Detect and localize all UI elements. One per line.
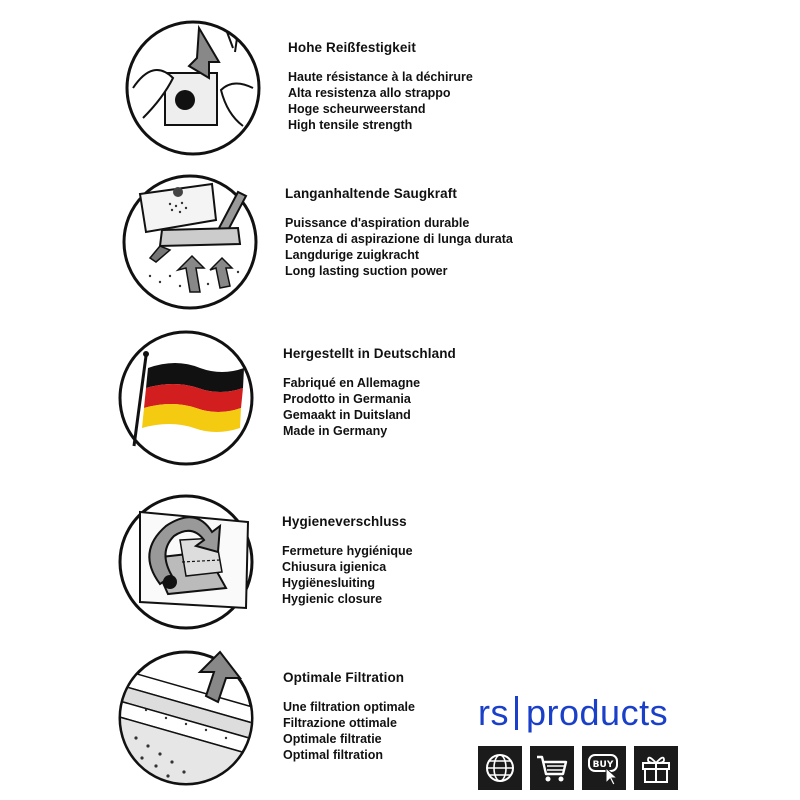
feature-title: Hohe Reißfestigkeit <box>288 40 416 55</box>
globe-icon[interactable] <box>478 746 522 790</box>
feature-line-fr: Fabriqué en Allemagne <box>283 376 421 390</box>
logo-divider <box>515 696 518 730</box>
feature-tear-resistance <box>0 18 800 168</box>
german-flag-icon <box>116 328 256 468</box>
feature-line-fr: Une filtration optimale <box>283 700 415 714</box>
hygienic-closure-icon <box>116 492 256 632</box>
feature-line-it: Prodotto in Germania <box>283 392 411 406</box>
brand-block <box>478 692 698 770</box>
feature-line-en: Optimal filtration <box>283 748 383 762</box>
feature-line-it: Alta resistenza allo strappo <box>288 86 451 100</box>
buy-cursor-icon[interactable] <box>582 746 626 790</box>
feature-line-fr: Fermeture hygiénique <box>282 544 413 558</box>
feature-line-en: High tensile strength <box>288 118 413 132</box>
feature-line-it: Filtrazione ottimale <box>283 716 397 730</box>
feature-line-it: Chiusura igienica <box>282 560 387 574</box>
feature-line-en: Made in Germany <box>283 424 388 438</box>
filtration-icon <box>116 648 256 788</box>
suction-power-icon <box>120 172 260 312</box>
buy-label: BUY <box>592 760 614 770</box>
feature-title: Optimale Filtration <box>283 670 405 685</box>
feature-line-it: Potenza di aspirazione di lunga durata <box>285 232 513 246</box>
feature-line-fr: Haute résistance à la déchirure <box>288 70 473 84</box>
feature-line-nl: Hoge scheurweerstand <box>288 102 426 116</box>
brand-logo[interactable] <box>478 692 698 734</box>
feature-line-en: Long lasting suction power <box>285 264 448 278</box>
feature-line-nl: Gemaakt in Duitsland <box>283 408 411 422</box>
feature-line-fr: Puissance d'aspiration durable <box>285 216 470 230</box>
feature-title: Hergestellt in Deutschland <box>283 346 456 361</box>
brand-icon-row <box>478 746 678 790</box>
feature-made-in-germany <box>0 328 800 478</box>
feature-title: Hygieneverschluss <box>282 514 407 529</box>
feature-hygienic-closure <box>0 492 800 642</box>
feature-line-en: Hygienic closure <box>282 592 383 606</box>
brand-name-right: products <box>526 692 669 733</box>
feature-line-nl: Langdurige zuigkracht <box>285 248 420 262</box>
feature-title: Langanhaltende Saugkraft <box>285 186 457 201</box>
feature-line-nl: Optimale filtratie <box>283 732 382 746</box>
gift-icon[interactable] <box>634 746 678 790</box>
brand-name-left: rs <box>478 692 509 733</box>
feature-suction-power <box>0 172 800 322</box>
tear-resistance-icon <box>123 18 263 158</box>
shopping-cart-icon[interactable] <box>530 746 574 790</box>
feature-line-nl: Hygiënesluiting <box>282 576 376 590</box>
